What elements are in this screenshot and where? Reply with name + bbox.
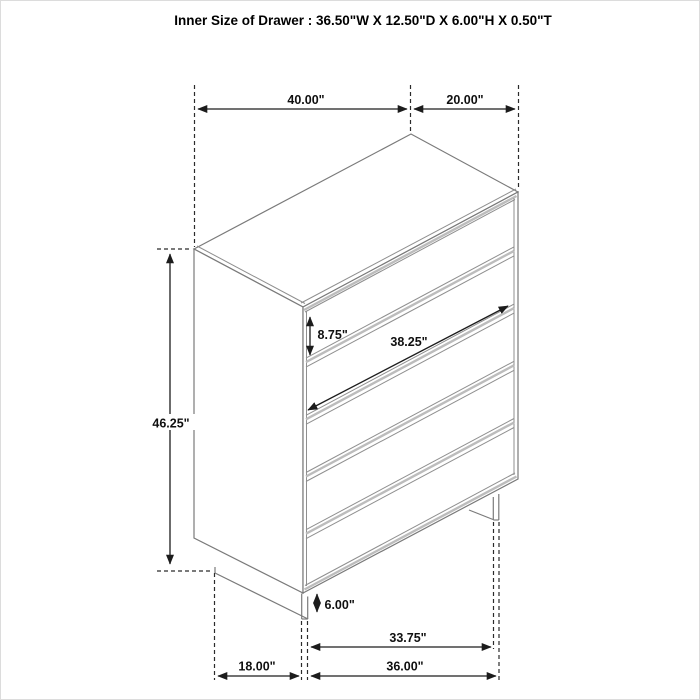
dim-body-height: [148, 254, 195, 564]
dim-label-leg-span: 33.75": [389, 631, 427, 645]
dim-label-base-width: 36.00": [386, 659, 424, 674]
dim-base-depth: [218, 660, 299, 677]
dim-overall-width: [198, 93, 407, 109]
dim-label-leg-height: 6.00": [324, 598, 355, 612]
dim-leg-height: [317, 594, 355, 612]
dim-label-overall-depth: 20.00": [446, 93, 484, 107]
chest-dimension-drawing: [1, 1, 700, 700]
dim-label-drawer-width: 38.25": [390, 335, 428, 349]
dim-overall-depth: [414, 93, 515, 109]
dim-base-width: [311, 660, 496, 677]
dim-label-base-depth: 18.00": [238, 659, 276, 674]
dim-label-body-height: 46.25": [152, 416, 190, 431]
dim-leg-span: [311, 631, 491, 647]
dim-label-drawer-height: 8.75": [317, 328, 348, 342]
page-title: Inner Size of Drawer : 36.50"W X 12.50"D X 6.00"H X 0.50"T: [174, 13, 552, 28]
chest-body: [194, 134, 518, 593]
base-underside-edge: [469, 510, 493, 520]
left-side-panel: [194, 249, 303, 593]
dim-label-overall-width: 40.00": [287, 93, 325, 107]
